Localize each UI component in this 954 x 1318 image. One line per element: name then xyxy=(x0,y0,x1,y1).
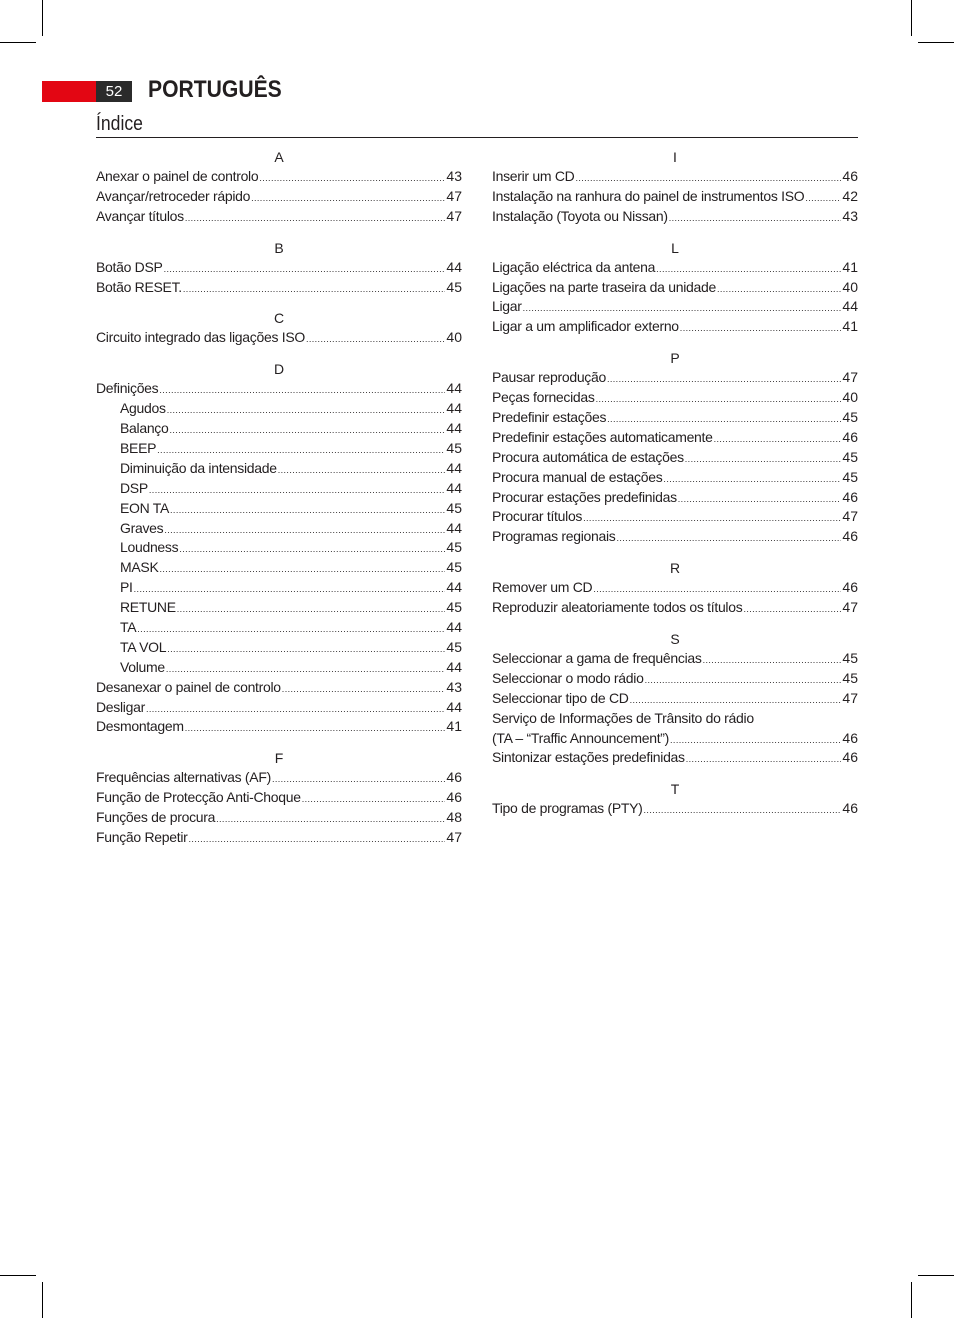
dot-leader xyxy=(302,790,446,810)
entry-page-number: 44 xyxy=(842,298,858,315)
index-letter-heading: D xyxy=(273,361,285,378)
dot-leader xyxy=(607,370,841,390)
entry-text: Inserir um CD xyxy=(492,168,575,184)
index-entry xyxy=(96,717,462,737)
entry-page-number: 45 xyxy=(446,499,462,516)
index-entry xyxy=(96,768,462,788)
entry-page-number: 44 xyxy=(446,400,462,417)
crop-mark xyxy=(918,42,954,43)
index-letter-heading: T xyxy=(670,781,680,798)
dot-leader xyxy=(164,521,445,541)
index-group xyxy=(96,308,462,348)
index-subentry xyxy=(96,479,462,499)
index-group xyxy=(492,348,858,547)
entry-text: Procura manual de estações xyxy=(492,468,663,485)
entry-text: Avançar títulos xyxy=(96,207,184,224)
index-entry xyxy=(492,729,858,749)
dot-leader xyxy=(134,580,446,600)
entry-text: MASK xyxy=(120,559,159,576)
dot-leader xyxy=(717,280,841,300)
entry-text: Pausar reprodução xyxy=(492,369,606,386)
dot-leader xyxy=(670,731,841,751)
index-letter-heading: R xyxy=(669,560,681,577)
index-letter-heading: I xyxy=(673,149,677,165)
index-subentry xyxy=(96,598,462,618)
index-group xyxy=(492,238,858,338)
entry-text: Seleccionar a gama de frequências xyxy=(492,650,702,667)
entry-page-number: 45 xyxy=(842,409,858,426)
entry-text: Predefinir estações automaticamente xyxy=(492,428,713,445)
dot-leader xyxy=(630,691,842,711)
dot-leader xyxy=(183,280,446,300)
entry-page-number: 46 xyxy=(842,729,858,746)
dot-leader xyxy=(743,600,841,620)
index-entry xyxy=(492,488,858,508)
dot-leader xyxy=(680,319,842,339)
index-group xyxy=(492,629,858,768)
entry-text: Balanço xyxy=(120,420,169,437)
dot-leader xyxy=(170,501,445,521)
entry-page-number: 40 xyxy=(446,329,462,346)
dot-leader xyxy=(306,330,445,350)
index-entry xyxy=(96,328,462,348)
dot-leader xyxy=(251,189,445,209)
entry-text: Ligações na parte traseira da unidade xyxy=(492,278,716,295)
index-entry xyxy=(96,788,462,808)
entry-page-number: 41 xyxy=(842,318,858,335)
entry-page-number: 46 xyxy=(842,579,858,596)
entry-text: Remover um CD xyxy=(492,579,593,596)
entry-text: Tipo de programas (PTY) xyxy=(492,800,643,817)
entry-page-number: 43 xyxy=(446,168,462,184)
index-entry xyxy=(492,468,858,488)
entry-page-number: 44 xyxy=(446,380,462,397)
index-subentry xyxy=(96,578,462,598)
index-entry xyxy=(492,258,858,278)
entry-text: Reproduzir aleatoriamente todos os títulos xyxy=(492,599,743,616)
entry-text: Funções de procura xyxy=(96,809,216,826)
index-subentry xyxy=(96,439,462,459)
index-entry xyxy=(96,698,462,718)
index-entry xyxy=(96,678,462,698)
crop-mark xyxy=(0,42,36,43)
entry-text: Diminuição da intensidade xyxy=(120,459,277,476)
index-subentry xyxy=(96,399,462,419)
entry-page-number: 47 xyxy=(446,829,462,846)
entry-page-number: 46 xyxy=(842,168,858,184)
entry-text: Peças fornecidas xyxy=(492,389,595,406)
index-entry xyxy=(492,408,858,428)
index-entry xyxy=(96,258,462,278)
entry-page-number: 47 xyxy=(842,599,858,616)
entry-page-number: 44 xyxy=(446,619,462,636)
entry-page-number: 45 xyxy=(446,638,462,655)
crop-mark xyxy=(911,1282,912,1318)
entry-text: Agudos xyxy=(120,400,166,417)
entry-page-number: 47 xyxy=(446,187,462,204)
entry-text: Função de Protecção Anti-Choque xyxy=(96,789,301,806)
entry-text: Instalação (Toyota ou Nissan) xyxy=(492,207,668,224)
index-subentry xyxy=(96,558,462,578)
index-letter-heading: P xyxy=(670,350,680,367)
entry-page-number: 44 xyxy=(446,698,462,715)
entry-page-number: 44 xyxy=(446,658,462,675)
dot-leader xyxy=(189,830,446,850)
index-letter-heading: L xyxy=(671,239,679,256)
index-column-right xyxy=(492,147,858,830)
index-entry xyxy=(492,507,858,527)
dot-leader xyxy=(644,801,842,821)
entry-page-number: 45 xyxy=(842,448,858,465)
index-entry xyxy=(96,207,462,227)
entry-text: Predefinir estações xyxy=(492,409,607,426)
index-group xyxy=(96,748,462,848)
crop-mark xyxy=(42,0,43,36)
entry-page-number: 46 xyxy=(842,749,858,766)
dot-leader xyxy=(146,700,445,720)
index-entry xyxy=(492,527,858,547)
index-entry xyxy=(96,379,462,399)
dot-leader xyxy=(583,509,841,529)
entry-page-number: 44 xyxy=(446,258,462,275)
entry-page-number: 45 xyxy=(446,278,462,295)
entry-text: Ligar a um amplificador externo xyxy=(492,318,679,335)
index-entry xyxy=(492,207,858,227)
title-rule xyxy=(96,137,858,138)
entry-text: Função Repetir xyxy=(96,829,188,846)
entry-page-number: 43 xyxy=(842,207,858,224)
entry-text: Seleccionar o modo rádio xyxy=(492,669,644,686)
dot-leader xyxy=(616,529,841,549)
index-group xyxy=(492,779,858,819)
index-subentry xyxy=(96,618,462,638)
entry-text: RETUNE xyxy=(120,599,176,616)
index-entry xyxy=(492,578,858,598)
dot-leader xyxy=(167,401,446,421)
dot-leader xyxy=(686,750,842,770)
index-subentry xyxy=(96,499,462,519)
entry-text: Loudness xyxy=(120,539,179,556)
entry-text: Definições xyxy=(96,380,159,397)
index-subentry xyxy=(96,638,462,658)
index-entry xyxy=(492,448,858,468)
dot-leader xyxy=(159,560,445,580)
index-subentry xyxy=(96,419,462,439)
index-entry xyxy=(96,278,462,298)
entry-text: BEEP xyxy=(120,440,157,457)
entry-page-number: 46 xyxy=(842,488,858,505)
index-letter-heading: C xyxy=(273,310,285,327)
entry-page-number: 47 xyxy=(842,689,858,706)
dot-leader xyxy=(805,189,841,209)
index-entry xyxy=(96,808,462,828)
dot-leader xyxy=(179,540,445,560)
dot-leader xyxy=(159,381,445,401)
index-entry xyxy=(492,598,858,618)
entry-page-number: 45 xyxy=(842,468,858,485)
entry-text: Ligar xyxy=(492,298,522,315)
dot-leader xyxy=(149,481,446,501)
entry-page-number: 40 xyxy=(842,389,858,406)
index-column-left xyxy=(96,147,462,859)
entry-text: PI xyxy=(120,579,133,596)
index-entry xyxy=(492,388,858,408)
entry-page-number: 45 xyxy=(446,440,462,457)
dot-leader xyxy=(678,490,842,510)
entry-page-number: 45 xyxy=(446,559,462,576)
index-entry xyxy=(492,649,858,669)
index-entry xyxy=(96,167,462,187)
dot-leader xyxy=(164,260,446,280)
index-group xyxy=(492,558,858,618)
index-subentry xyxy=(96,519,462,539)
index-subentry xyxy=(96,459,462,479)
entry-page-number: 41 xyxy=(842,258,858,275)
index-entry xyxy=(492,278,858,298)
entry-text: TA VOL xyxy=(120,638,167,655)
entry-text: Serviço de Informações de Trânsito do rádio xyxy=(492,709,754,726)
entry-page-number: 44 xyxy=(446,519,462,536)
entry-page-number: 44 xyxy=(446,479,462,496)
index-entry xyxy=(492,428,858,448)
index-entry xyxy=(492,368,858,388)
entry-text: Botão DSP xyxy=(96,258,163,275)
entry-text: Desligar xyxy=(96,698,145,715)
index-entry xyxy=(96,187,462,207)
entry-page-number: 45 xyxy=(446,599,462,616)
entry-page-number: 42 xyxy=(842,187,858,204)
index-entry xyxy=(492,297,858,317)
dot-leader xyxy=(259,169,445,189)
entry-text: Graves xyxy=(120,519,164,536)
dot-leader xyxy=(596,390,842,410)
index-entry xyxy=(492,709,858,729)
index-group xyxy=(492,147,858,227)
index-letter-heading: B xyxy=(274,239,284,256)
index-group xyxy=(96,359,462,737)
dot-leader xyxy=(703,651,842,671)
entry-text: (TA – “Traffic Announcement”) xyxy=(492,729,670,746)
entry-page-number: 48 xyxy=(446,809,462,826)
crop-mark xyxy=(911,0,912,36)
entry-page-number: 46 xyxy=(446,789,462,806)
dot-leader xyxy=(645,671,842,691)
dot-leader xyxy=(669,209,842,229)
entry-page-number: 43 xyxy=(446,678,462,695)
index-letter-heading: S xyxy=(670,631,680,648)
index-group xyxy=(96,238,462,298)
index-entry xyxy=(492,799,858,819)
index-entry xyxy=(492,689,858,709)
entry-page-number: 45 xyxy=(446,539,462,556)
crop-mark xyxy=(0,1275,36,1276)
crop-mark xyxy=(42,1282,43,1318)
entry-page-number: 44 xyxy=(446,420,462,437)
entry-text: Procurar títulos xyxy=(492,508,583,525)
entry-text: Procura automática de estações xyxy=(492,448,684,465)
index-letter-heading: A xyxy=(274,149,284,165)
entry-page-number: 46 xyxy=(842,528,858,545)
dot-leader xyxy=(663,470,841,490)
index-subentry xyxy=(96,658,462,678)
entry-text: Circuito integrado das ligações ISO xyxy=(96,329,305,346)
entry-page-number: 45 xyxy=(842,650,858,667)
index-entry xyxy=(96,828,462,848)
index-entry xyxy=(492,167,858,187)
language-title: PORTUGUÊS xyxy=(148,76,282,103)
entry-text: Instalação na ranhura do painel de instrumentos ISO xyxy=(492,187,805,204)
entry-page-number: 46 xyxy=(842,800,858,817)
page-number: 52 xyxy=(96,81,132,102)
entry-text: Seleccionar tipo de CD xyxy=(492,689,629,706)
entry-text: Programas regionais xyxy=(492,528,616,545)
entry-page-number: 40 xyxy=(842,278,858,295)
entry-text: Desanexar o painel de controlo xyxy=(96,678,281,695)
entry-text: DSP xyxy=(120,479,148,496)
index-group xyxy=(96,147,462,227)
entry-text: Sintonizar estações predefinidas xyxy=(492,749,685,766)
entry-page-number: 46 xyxy=(842,428,858,445)
index-entry xyxy=(492,187,858,207)
dot-leader xyxy=(170,421,446,441)
dot-leader xyxy=(714,430,842,450)
dot-leader xyxy=(216,810,445,830)
index-entry xyxy=(492,669,858,689)
entry-text: Frequências alternativas (AF) xyxy=(96,769,271,786)
dot-leader xyxy=(278,461,446,481)
entry-page-number: 44 xyxy=(446,579,462,596)
entry-text: TA xyxy=(120,619,137,636)
index-letter-heading: F xyxy=(274,750,284,767)
entry-text: Anexar o painel de controlo xyxy=(96,168,259,184)
entry-page-number: 47 xyxy=(446,207,462,224)
entry-page-number: 47 xyxy=(842,369,858,386)
dot-leader xyxy=(137,620,445,640)
entry-text: EON TA xyxy=(120,499,170,516)
entry-text: Ligação eléctrica da antena xyxy=(492,258,656,275)
index-entry xyxy=(492,317,858,337)
entry-text: Botão RESET. xyxy=(96,278,182,295)
index-entry xyxy=(492,748,858,768)
dot-leader xyxy=(282,680,446,700)
dot-leader xyxy=(167,640,445,660)
index-subentry xyxy=(96,538,462,558)
entry-page-number: 45 xyxy=(842,669,858,686)
entry-page-number: 41 xyxy=(446,718,462,735)
entry-text: Desmontagem xyxy=(96,718,184,735)
dot-leader xyxy=(685,450,842,470)
dot-leader xyxy=(177,600,446,620)
entry-text: Procurar estações predefinidas xyxy=(492,488,677,505)
entry-page-number: 47 xyxy=(842,508,858,525)
entry-page-number: 44 xyxy=(446,459,462,476)
section-title: Índice xyxy=(96,113,143,135)
entry-page-number: 46 xyxy=(446,769,462,786)
dot-leader xyxy=(185,719,446,739)
crop-mark xyxy=(918,1275,954,1276)
entry-text: Volume xyxy=(120,658,165,675)
entry-text: Avançar/retroceder rápido xyxy=(96,187,251,204)
dot-leader xyxy=(185,209,446,229)
